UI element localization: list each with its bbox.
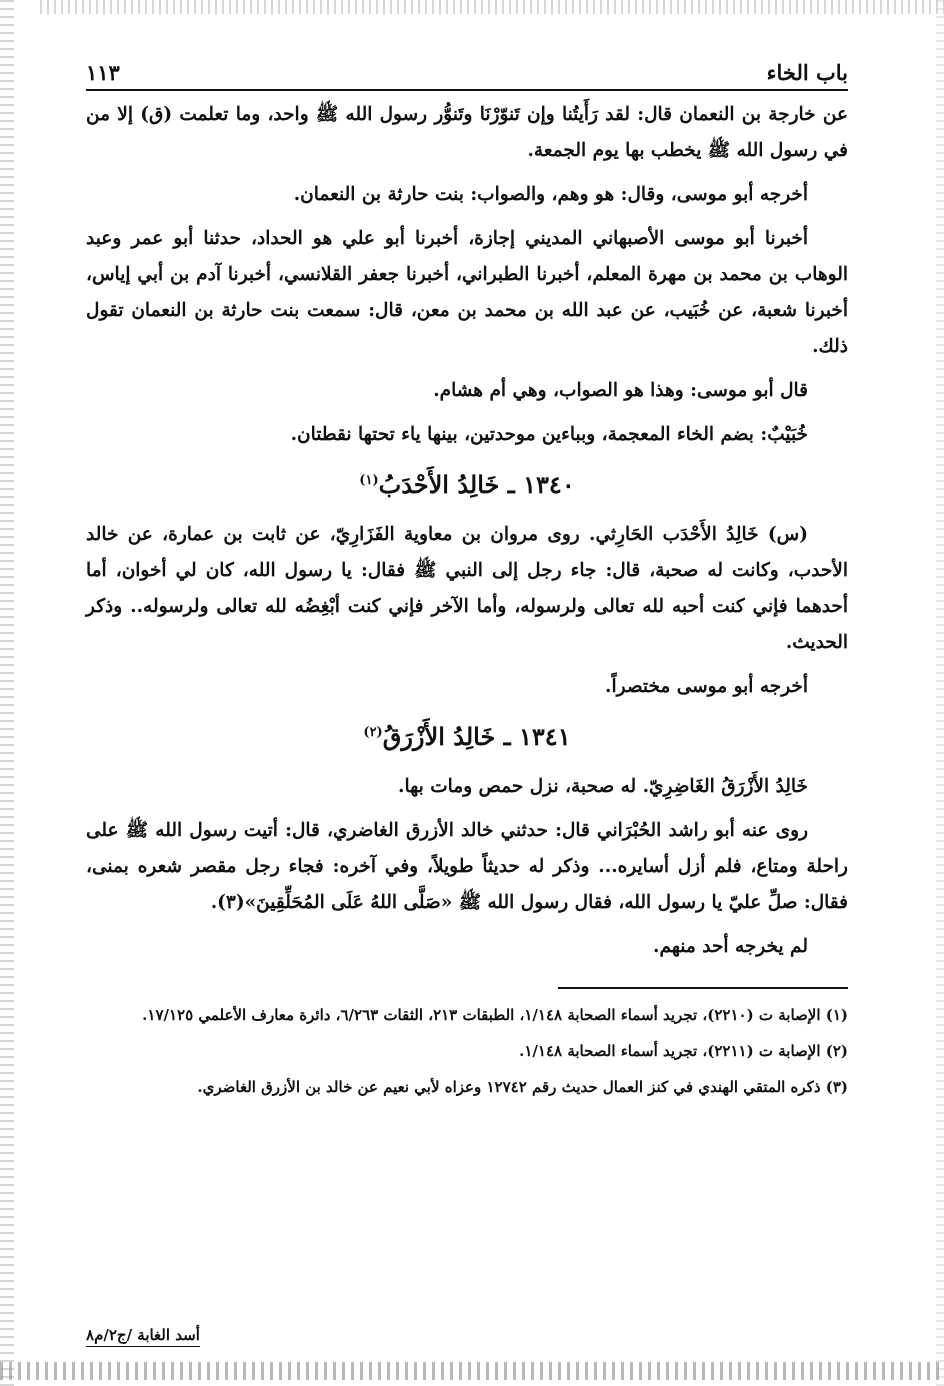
printer-signature: أسد الغابة /ج٢/م٨ (86, 1326, 200, 1347)
paragraph: (س) خَالِدُ الأَحْدَب الحَارِثي. روى مروان بن معاوية الفَزَارِيّ، عن ثابت بن عمارة، عن خالد الأحدب، وكانت له صحبة، قال: جاء رجل إلى النبي ﷺ فقال: يا رسول الله، كان لي أخوان، أما أحدهما فإني كنت أحبه لله تعالى ولرسوله، وأما الآخر فإني كنت أبْغِضُه لله تعالى ولرسوله.. وذكر الحديث. (86, 524, 848, 653)
entry-heading-text: ١٣٤٠ ـ خَالِدُ الأَحْدَبُ (378, 470, 575, 499)
footnote: (٢) الإصابة ت (٢٢١١)، تجريد أسماء الصحابة ١/١٤٨. (519, 1042, 848, 1060)
running-head (86, 60, 848, 91)
page-number: ١١٣ (86, 60, 120, 85)
paragraph: لم يخرجه أحد منهم. (653, 936, 808, 957)
paragraph: قال أبو موسى: وهذا هو الصواب، وهي أم هشام. (433, 380, 808, 401)
entry-heading-text: ١٣٤١ ـ خَالِدُ الأَزْرَقُ (382, 722, 571, 751)
decorative-border-right (936, 0, 944, 1386)
paragraph: روى عنه أبو راشد الحُبْرَاني قال: حدثني خالد الأزرق الغاضري، قال: أتيت رسول الله ﷺ على راحلة ومتاع، فلم أزل أسايره... وذكر له حديثاً طويلاً، وفي آخره: فجاء رجل مقصر شعره بمنى، فقال: صلِّ عليّ يا رسول الله، فقال رسول الله ﷺ «صَلَّى اللهُ عَلَى المُحَلِّقِينَ»(٣). (86, 820, 848, 913)
paragraph: خَالِدُ الأَزْرَقُ الغَاضِرِيّ. له صحبة، نزل حمص ومات بها. (398, 776, 808, 797)
book-page (86, 60, 848, 1109)
chapter-title: باب الخاء (766, 60, 848, 85)
footnotes (86, 1001, 848, 1101)
footnote-divider (558, 987, 848, 989)
paragraph: أخرجه أبو موسى مختصراً. (605, 676, 808, 697)
decorative-border-top (40, 0, 944, 14)
paragraph: خُبَيْبٌ: بضم الخاء المعجمة، وبباءين موحدتين، بينها ياء تحتها نقطتان. (290, 424, 808, 445)
paragraph: أخرجه أبو موسى، وقال: هو وهم، والصواب: بنت حارثة بن النعمان. (293, 184, 808, 205)
decorative-border-bottom (0, 1362, 944, 1380)
paragraph: أخبرنا أبو موسى الأصبهاني المديني إجازة، أخبرنا أبو علي هو الحداد، حدثنا أبو عمر وعبد الوهاب بن محمد بن مهرة المعلم، أخبرنا الطبراني، أخبرنا جعفر القلانسي، أخبرنا آدم بن أبي إياس، أخبرنا شعبة، عن خُبَيب، عن عبد الله بن محمد بن معن، قال: سمعت بنت حارثة بن النعمان تقول ذلك. (86, 228, 848, 357)
decorative-border-left (0, 0, 14, 1386)
footnote: (٣) ذكره المتقي الهندي في كنز العمال حديث رقم ١٢٧٤٢ وعزاه لأبي نعيم عن خالد بن الأزرق الغاضري. (197, 1078, 848, 1096)
footnote-marker: (٢) (363, 725, 383, 740)
footnote-marker: (١) (359, 473, 379, 488)
entry-heading-1340 (86, 463, 848, 503)
paragraph: عن خارجة بن النعمان قال: لقد رَأَيتُنا وإن تَنوّرْنَا وتَنوُّر رسول الله ﷺ واحد، وما تعلمت (ق) إلا من في رسول الله ﷺ يخطب بها يوم الجمعة. (86, 104, 848, 161)
entry-heading-1341 (86, 715, 848, 755)
footnote: (١) الإصابة ت (٢٢١٠)، تجريد أسماء الصحابة ١/١٤٨، الطبقات ٢١٣، الثقات ٦/٢٦٣، دائرة معارف الأعلمي ١٧/١٢٥. (142, 1006, 848, 1024)
main-text (86, 97, 848, 965)
